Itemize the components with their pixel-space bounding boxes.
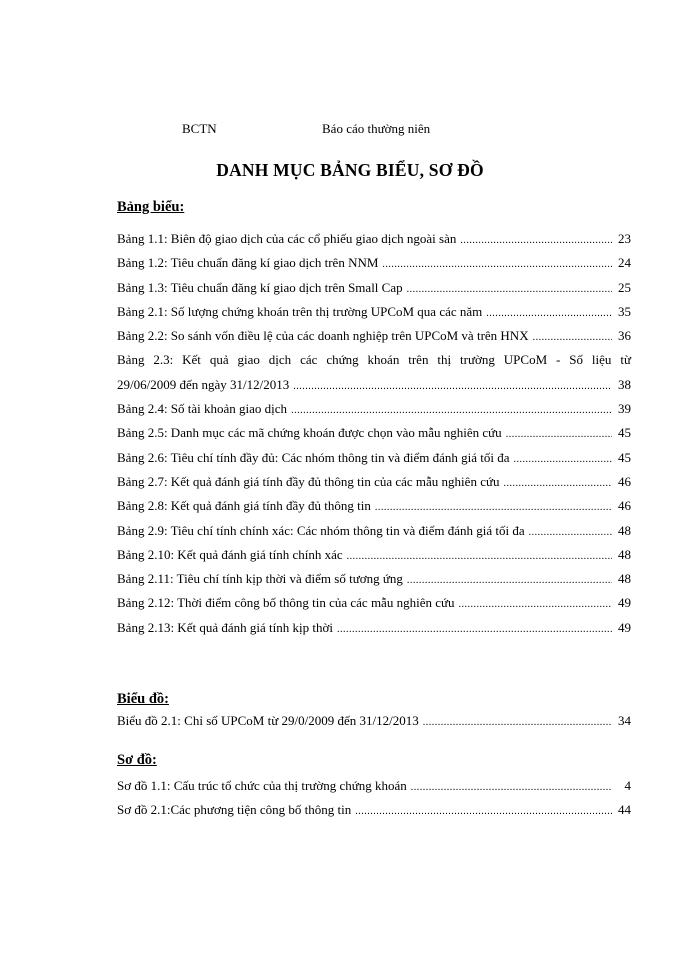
toc-page-number: 36 <box>618 328 631 344</box>
toc-entry <box>117 425 631 449</box>
toc-page-number: 48 <box>618 522 631 538</box>
diagrams-list <box>117 778 631 827</box>
toc-entry-label: Bảng 2.7: Kết quả đánh giá tính đầy đủ thông tin của các mẫu nghiên cứu <box>117 473 500 489</box>
header-left: BCTN <box>182 121 217 136</box>
toc-page-number: 35 <box>618 303 631 319</box>
tables-heading: Bảng biểu: <box>117 199 185 215</box>
toc-page-number: 45 <box>618 425 631 441</box>
toc-leader-dots <box>347 551 612 562</box>
toc-entry-label: 29/06/2009 đến ngày 31/12/2013 <box>117 376 290 392</box>
toc-entry-label: Bảng 2.2: So sánh vốn điều lệ của các doanh nghiệp trên UPCoM và trên HNX <box>117 328 529 344</box>
toc-entry <box>117 523 631 547</box>
toc-leader-dots <box>460 235 612 246</box>
toc-entry-label: Bảng 2.11: Tiêu chí tính kịp thời và điểm số tương ứng <box>117 571 403 587</box>
toc-leader-dots <box>293 381 612 392</box>
toc-entry <box>117 713 631 737</box>
toc-entry-label: Bảng 1.3: Tiêu chuẩn đăng kí giao dịch trên Small Cap <box>117 279 403 295</box>
toc-entry <box>117 450 631 474</box>
toc-leader-dots <box>411 782 612 793</box>
toc-leader-dots <box>337 624 612 635</box>
toc-entry-label: Bảng 2.10: Kết quả đánh giá tính chính xác <box>117 546 343 562</box>
toc-page-number: 49 <box>618 595 631 611</box>
toc-page-number: 23 <box>618 231 631 246</box>
toc-leader-dots <box>407 575 612 586</box>
toc-entry-label: Bảng 1.1: Biên độ giao dịch của các cổ phiếu giao dịch ngoài sàn <box>117 231 457 246</box>
toc-leader-dots <box>407 284 612 295</box>
toc-entry <box>117 802 631 826</box>
toc-page-number: 48 <box>618 571 631 587</box>
toc-leader-dots <box>514 454 613 465</box>
toc-leader-dots <box>486 308 612 319</box>
toc-entry <box>117 304 631 328</box>
toc-entry <box>117 620 631 644</box>
toc-leader-dots <box>382 259 612 270</box>
toc-entry <box>117 474 631 498</box>
toc-entry-label: Bảng 2.4: Số tài khoản giao dịch <box>117 401 288 417</box>
toc-leader-dots <box>355 806 612 817</box>
toc-leader-dots <box>291 405 612 416</box>
toc-page-number: 46 <box>618 498 631 514</box>
tables-list <box>117 231 631 644</box>
toc-page-number: 48 <box>618 546 631 562</box>
toc-entry <box>117 595 631 619</box>
toc-entry <box>117 231 631 255</box>
toc-leader-dots <box>504 478 612 489</box>
toc-page-number: 45 <box>618 449 631 465</box>
toc-entry <box>117 328 631 352</box>
diagrams-heading: Sơ đồ: <box>117 752 157 768</box>
toc-entry-label: Bảng 2.13: Kết quả đánh giá tính kịp thời <box>117 619 333 635</box>
toc-entry <box>117 778 631 802</box>
toc-leader-dots <box>459 599 612 610</box>
toc-entry-label: Sơ đồ 2.1:Các phương tiện công bố thông tin <box>117 802 352 818</box>
toc-page-number: 49 <box>618 619 631 635</box>
toc-leader-dots <box>529 527 612 538</box>
toc-entry <box>117 401 631 425</box>
toc-entry <box>117 547 631 571</box>
page-header <box>182 121 431 137</box>
toc-entry-label: Biểu đồ 2.1: Chỉ số UPCoM từ 29/0/2009 đến 31/12/2013 <box>117 713 419 728</box>
toc-entry-label: Bảng 2.9: Tiêu chí tính chính xác: Các nhóm thông tin và điểm đánh giá tối đa <box>117 522 525 538</box>
page-title: DANH MỤC BẢNG BIỂU, SƠ ĐỒ <box>216 160 484 180</box>
toc-page-number: 39 <box>618 401 631 417</box>
charts-list <box>117 713 631 737</box>
toc-entry-label: Bảng 2.12: Thời điểm công bố thông tin của các mẫu nghiên cứu <box>117 595 455 611</box>
toc-leader-dots <box>506 429 612 440</box>
toc-leader-dots <box>533 332 612 343</box>
toc-leader-dots <box>423 717 612 728</box>
toc-entry-label: Bảng 2.8: Kết quả đánh giá tính đầy đủ thông tin <box>117 498 371 514</box>
toc-page-number: 44 <box>618 802 631 818</box>
toc-page-number: 46 <box>618 473 631 489</box>
toc-page-number: 25 <box>618 279 631 295</box>
toc-page-number: 34 <box>618 713 631 728</box>
toc-entry <box>117 571 631 595</box>
toc-entry-label: Bảng 2.5: Danh mục các mã chứng khoán được chọn vào mẫu nghiên cứu <box>117 425 502 441</box>
toc-entry-label: Bảng 2.6: Tiêu chí tính đầy đủ: Các nhóm thông tin và điểm đánh giá tối đa <box>117 449 510 465</box>
toc-entry-label: Bảng 2.1: Số lượng chứng khoán trên thị trường UPCoM qua các năm <box>117 303 483 319</box>
toc-entry-label: Bảng 1.2: Tiêu chuẩn đăng kí giao dịch trên NNM <box>117 255 379 271</box>
header-right: Báo cáo thường niên <box>322 121 431 136</box>
toc-entry-line: Bảng 2.3: Kết quả giao dịch các chứng khoán trên thị trường UPCoM - Số liệu từ <box>117 352 631 368</box>
toc-leader-dots <box>375 502 612 513</box>
charts-heading: Biểu đồ: <box>117 691 169 707</box>
toc-entry <box>117 498 631 522</box>
toc-entry-label: Sơ đồ 1.1: Cấu trúc tổ chức của thị trường chứng khoán <box>117 778 407 793</box>
toc-page-number: 38 <box>618 376 631 392</box>
toc-entry <box>117 377 631 401</box>
toc-entry <box>117 255 631 279</box>
toc-page-number: 4 <box>624 778 631 793</box>
toc-entry <box>117 280 631 304</box>
toc-page-number: 24 <box>618 255 631 271</box>
